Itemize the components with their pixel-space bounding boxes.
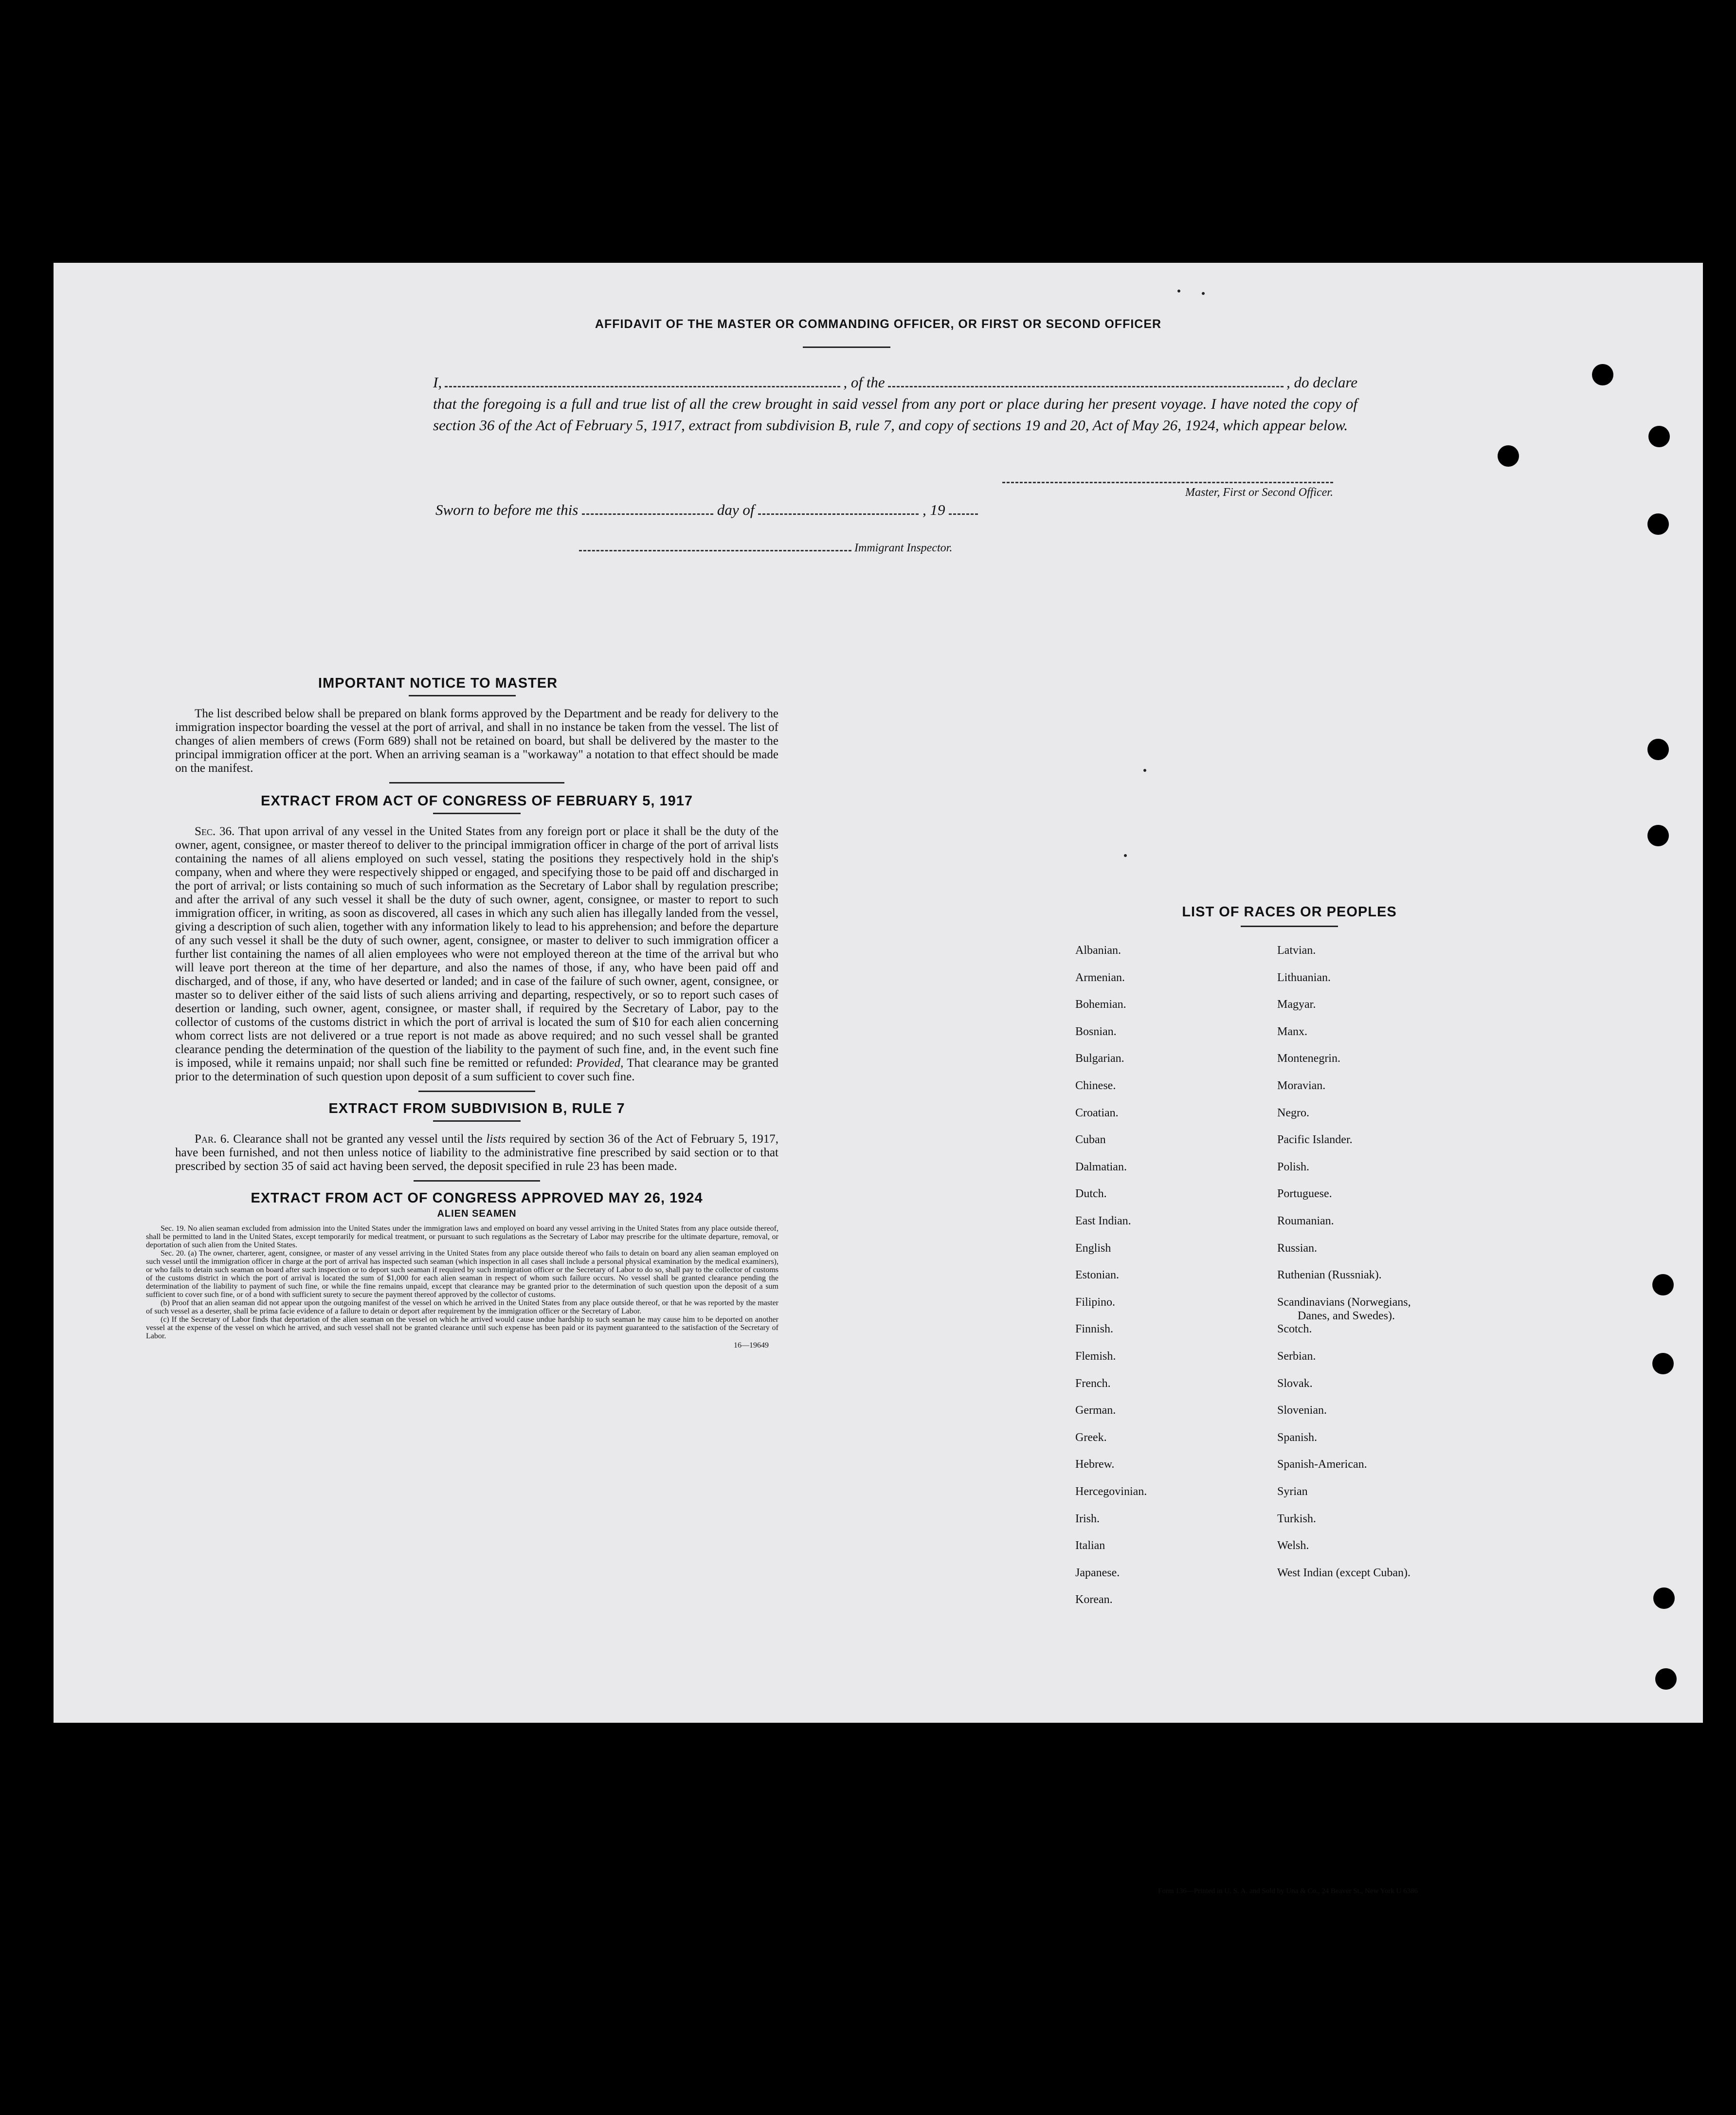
notice-rule: [409, 695, 516, 696]
declarant-prefix: I,: [433, 374, 442, 391]
race-item: Slovak.: [1277, 1377, 1313, 1390]
race-item: Polish.: [1277, 1160, 1310, 1173]
affidavit-title: AFFIDAVIT OF THE MASTER OR COMMANDING OFFICER, OR FIRST OR SECOND OFFICER: [595, 317, 1162, 331]
section-20c-text: (c) If the Secretary of Labor finds that deportation of the alien seaman on the vessel on which he arrived would cause undue hardship to such seaman he may cause him to be deported on another vessel at the expense of the vessel on which he arrived, and such vessel shall not be granted clearance until such expense has been paid or its payment guaranteed to the satisfaction of the Secretary of Labor.: [146, 1315, 778, 1340]
race-item: Scandinavians (Norwegians,: [1277, 1295, 1411, 1309]
of-the-label: , of the: [843, 374, 885, 391]
inspector-signature-field[interactable]: [579, 540, 851, 551]
section-20a-text: Sec. 20. (a) The owner, charterer, agent, consignee, or master of any vessel arriving in the United States from any place outside thereof who fails to detain on board any alien seaman employed on such vessel until the immigration officer in charge at the port of arrival has inspected such seaman (which inspection in all cases shall include a personal physical examination by the medical examiners), or who fails to detain such seaman on board after such inspection or to deport such seaman if required by such immigration officer or the Secretary of Labor to do so, shall pay to the collector of customs of the customs district in which the port of arrival is located the sum of $1,000 for each alien seaman in respect of whom such failure occurs. No vessel shall be granted clearance pending the determination of the liability to payment of such fine, or while the fine remains unpaid, except that clearance may be granted prior to the determination of such question upon the deposit of a sum sufficient to cover such fine, or of a bond with sufficient surety to secure the payment thereof approved by the collector of customs.: [146, 1249, 778, 1299]
punch-hole: [1652, 1274, 1674, 1295]
race-item: Turkish.: [1277, 1512, 1316, 1525]
section-36-text-b: That clearance may be granted prior to the determination of such question upon deposit of a sum sufficient to cover such fine.: [175, 1057, 778, 1083]
race-item: Negro.: [1277, 1106, 1309, 1119]
provided-label: Provided,: [576, 1057, 624, 1070]
extract-1917-text: [175, 825, 778, 1084]
race-item: Portuguese.: [1277, 1187, 1332, 1201]
sworn-year-field[interactable]: [949, 504, 978, 515]
races-rule: [1241, 926, 1338, 927]
race-item: German.: [1075, 1404, 1116, 1417]
race-item: Danes, and Swedes).: [1298, 1309, 1395, 1322]
day-of-label: day of: [717, 501, 755, 518]
section-36-text-a: That upon arrival of any vessel in the United States from any foreign port or place it shall be the duty of the owner, agent, consignee, or master thereof to deliver to the principal immigration officer in charge of the port of arrival lists containing the names of all aliens employed on such vessel, stating the positions they respectively hold in the ship's company, when and where they were respectively shipped or engaged, and specifying those to be paid off and discharged in the port of arrival; or lists containing so much of such information as the Secretary of Labor shall by regulation prescribe; and after the arrival of any such vessel it shall be the duty of such owner, agent, consignee, or master to report to such immigration officer, in writing, as soon as discovered, all cases in which any such alien has illegally landed from the vessel, giving a description of such alien, together with any information likely to lead to his apprehension; and before the departure of any such vessel it shall be the duty of such owner, agent, consignee, or master to deliver to such immigration officer a further list containing the names of all alien employees who were not employed thereon at the time of the arrival but who will leave port thereon at the time of her departure, and also the names of those, if any, who have been paid off and discharged, and of those, if any, who have deserted or landed; and in case of the failure of such owner, agent, consignee, or master so to deliver either of the said lists of such aliens arriving and departing, respectively, or so to report such cases of desertion or landing, such owner, agent, consignee, or master shall, if required by the Secretary of Labor, pay to the collector of customs of the customs district in which the port of arrival is located the sum of $10 for each alien concerning whom correct lists are not delivered or a true report is not made as above required; and no such vessel shall be granted clearance pending the determination of the question of the liability to the payment of such fine, and, in the event such fine is imposed, while it remains unpaid; nor shall such fine be remitted or refunded:: [175, 825, 778, 1070]
punch-hole: [1652, 1353, 1674, 1374]
notice-text: The list described below shall be prepared on blank forms approved by the Department and be ready for delivery to the immigration inspector boarding the vessel at the port of arrival, and shall in no instance be taken from the vessel. The list of changes of alien members of crews (Form 689) shall not be retained on board, but shall be delivered by the master to the principal immigration officer at the port. When an arriving seaman is a "workaway" a notation to that effect should be made on the manifest.: [175, 707, 778, 775]
race-item: Armenian.: [1075, 971, 1125, 984]
punch-hole: [1647, 825, 1669, 846]
race-item: English: [1075, 1241, 1111, 1255]
section-divider: [389, 782, 564, 784]
sworn-month-field[interactable]: [758, 504, 919, 515]
sworn-label: Sworn to before me this: [435, 501, 579, 518]
race-item: Russian.: [1277, 1241, 1318, 1255]
notice-title: IMPORTANT NOTICE TO MASTER: [318, 675, 558, 691]
subdivision-text: [175, 1132, 778, 1173]
race-item: Ruthenian (Russniak).: [1277, 1269, 1382, 1282]
master-signature-block: [1002, 472, 1333, 499]
inspector-signature-label: Immigrant Inspector.: [854, 542, 953, 554]
race-item: Croatian.: [1075, 1106, 1119, 1119]
race-item: Irish.: [1075, 1512, 1100, 1525]
race-item: Pacific Islander.: [1277, 1133, 1353, 1147]
race-item: Manx.: [1277, 1025, 1307, 1038]
section-divider: [418, 1091, 535, 1092]
race-item: Japanese.: [1075, 1566, 1120, 1579]
race-item: Greek.: [1075, 1431, 1107, 1444]
speck: [1124, 854, 1127, 857]
section-36-label: Sec. 36.: [195, 825, 235, 838]
race-item: Bosnian.: [1075, 1025, 1117, 1038]
race-item: Syrian: [1277, 1485, 1308, 1498]
declaration-line: [433, 372, 1357, 393]
subdivision-rule: [433, 1120, 521, 1122]
race-item: Slovenian.: [1277, 1404, 1327, 1417]
races-title: LIST OF RACES OR PEOPLES: [1182, 904, 1397, 920]
par-6-label: Par. 6.: [195, 1132, 230, 1146]
race-item: Italian: [1075, 1539, 1105, 1552]
race-item: Dalmatian.: [1075, 1160, 1127, 1173]
form-footnote: Form 136—Printed in U. S. A. and Sold by Una & Co., 24 Beaver St., New York U 6386: [1158, 1887, 1418, 1895]
par-6-text-a: Clearance shall not be granted any vessel until the: [233, 1132, 483, 1146]
race-item: Latvian.: [1277, 944, 1316, 957]
affidavit-body: that the foregoing is a full and true list of all the crew brought in said vessel from any port or place during her present voyage. I have noted the copy of section 36 of the Act of February 5, 1917, extract from subdivision B, rule 7, and copy of sections 19 and 20, Act of May 26, 1924, which appear below.: [433, 395, 1357, 434]
punch-hole: [1655, 1668, 1677, 1690]
master-signature-label: Master, First or Second Officer.: [1185, 486, 1333, 499]
race-item: Spanish-American.: [1277, 1458, 1367, 1471]
race-item: Bulgarian.: [1075, 1052, 1124, 1065]
punch-hole: [1647, 739, 1669, 760]
race-item: Spanish.: [1277, 1431, 1318, 1444]
punch-hole: [1647, 513, 1669, 535]
race-item: Chinese.: [1075, 1079, 1116, 1092]
punch-hole: [1498, 445, 1519, 467]
section-divider: [414, 1180, 540, 1182]
year-label: , 19: [922, 501, 945, 518]
race-item: Flemish.: [1075, 1350, 1116, 1363]
race-item: West Indian (except Cuban).: [1277, 1566, 1410, 1579]
vessel-name-field[interactable]: [888, 376, 1284, 387]
lists-label: lists: [486, 1132, 506, 1146]
race-item: Hebrew.: [1075, 1458, 1115, 1471]
race-item: Bohemian.: [1075, 998, 1126, 1011]
do-declare-label: , do declare: [1286, 374, 1358, 391]
print-code: 16—19649: [734, 1341, 769, 1349]
race-item: Magyar.: [1277, 998, 1316, 1011]
race-item: Hercegovinian.: [1075, 1485, 1147, 1498]
extract-1917-rule: [433, 813, 521, 814]
section-20b-text: (b) Proof that an alien seaman did not appear upon the outgoing manifest of the vessel on which he arrived in the United States from any place outside thereof, or that he was reported by the master of such vessel as a deserter, shall be prima facie evidence of a failure to detain or deport after requirement by the immigration officer or the Secretary of Labor.: [146, 1299, 778, 1315]
race-item: Montenegrin.: [1277, 1052, 1340, 1065]
par-6-text-b: required by section 36 of the Act of February 5, 1917, have been furnished, and not then unless notice of liability to the administrative fine prescribed by said section or to that prescribed by section 35 of said act having been served, the deposit specified in rule 23 has been made.: [175, 1132, 778, 1173]
alien-seamen-subtitle: ALIEN SEAMEN: [437, 1208, 517, 1219]
race-item: Lithuanian.: [1277, 971, 1331, 984]
declarant-name-field[interactable]: [445, 376, 840, 387]
race-item: French.: [1075, 1377, 1111, 1390]
race-item: Serbian.: [1277, 1350, 1316, 1363]
master-signature-field[interactable]: [1002, 472, 1333, 483]
speck: [1202, 292, 1205, 295]
punch-hole: [1648, 426, 1670, 447]
extract-1917-title: EXTRACT FROM ACT OF CONGRESS OF FEBRUARY 5, 1917: [260, 793, 693, 809]
section-19-text: Sec. 19. No alien seaman excluded from admission into the United States under the immigration laws and employed on board any vessel arriving in the United States from any place outside thereof, shall be permitted to land in the United States, except temporarily for medical treatment, or pursuant to such regulations as the Secretary of Labor may prescribe for the ultimate departure, removal, or deportation of such alien from the United States.: [146, 1224, 778, 1249]
legal-notices-column: [146, 675, 778, 1349]
punch-hole: [1592, 364, 1613, 385]
document-page: [54, 263, 1703, 1895]
race-item: Korean.: [1075, 1593, 1113, 1606]
race-item: Estonian.: [1075, 1269, 1119, 1282]
race-item: Finnish.: [1075, 1323, 1114, 1336]
race-item: Welsh.: [1277, 1539, 1309, 1552]
race-item: East Indian.: [1075, 1215, 1131, 1227]
speck: [1177, 290, 1180, 292]
speck: [1143, 769, 1146, 772]
race-item: Cuban: [1075, 1133, 1106, 1147]
race-item: Filipino.: [1075, 1295, 1116, 1309]
extract-1924-text: [146, 1224, 778, 1349]
race-item: Moravian.: [1277, 1079, 1326, 1092]
punch-hole: [1653, 1587, 1675, 1609]
affidavit-statement: [433, 372, 1357, 436]
extract-1924-title: EXTRACT FROM ACT OF CONGRESS APPROVED MAY 26, 1924: [251, 1190, 703, 1206]
race-item: Scotch.: [1277, 1323, 1312, 1336]
sworn-day-field[interactable]: [582, 504, 713, 515]
race-item: Roumanian.: [1277, 1215, 1334, 1227]
subdivision-title: EXTRACT FROM SUBDIVISION B, RULE 7: [328, 1101, 625, 1116]
sworn-line: [435, 501, 978, 519]
race-item: Albanian.: [1075, 944, 1121, 957]
title-rule: [803, 346, 890, 348]
inspector-signature-block: [579, 540, 952, 555]
race-item: Dutch.: [1075, 1187, 1107, 1201]
